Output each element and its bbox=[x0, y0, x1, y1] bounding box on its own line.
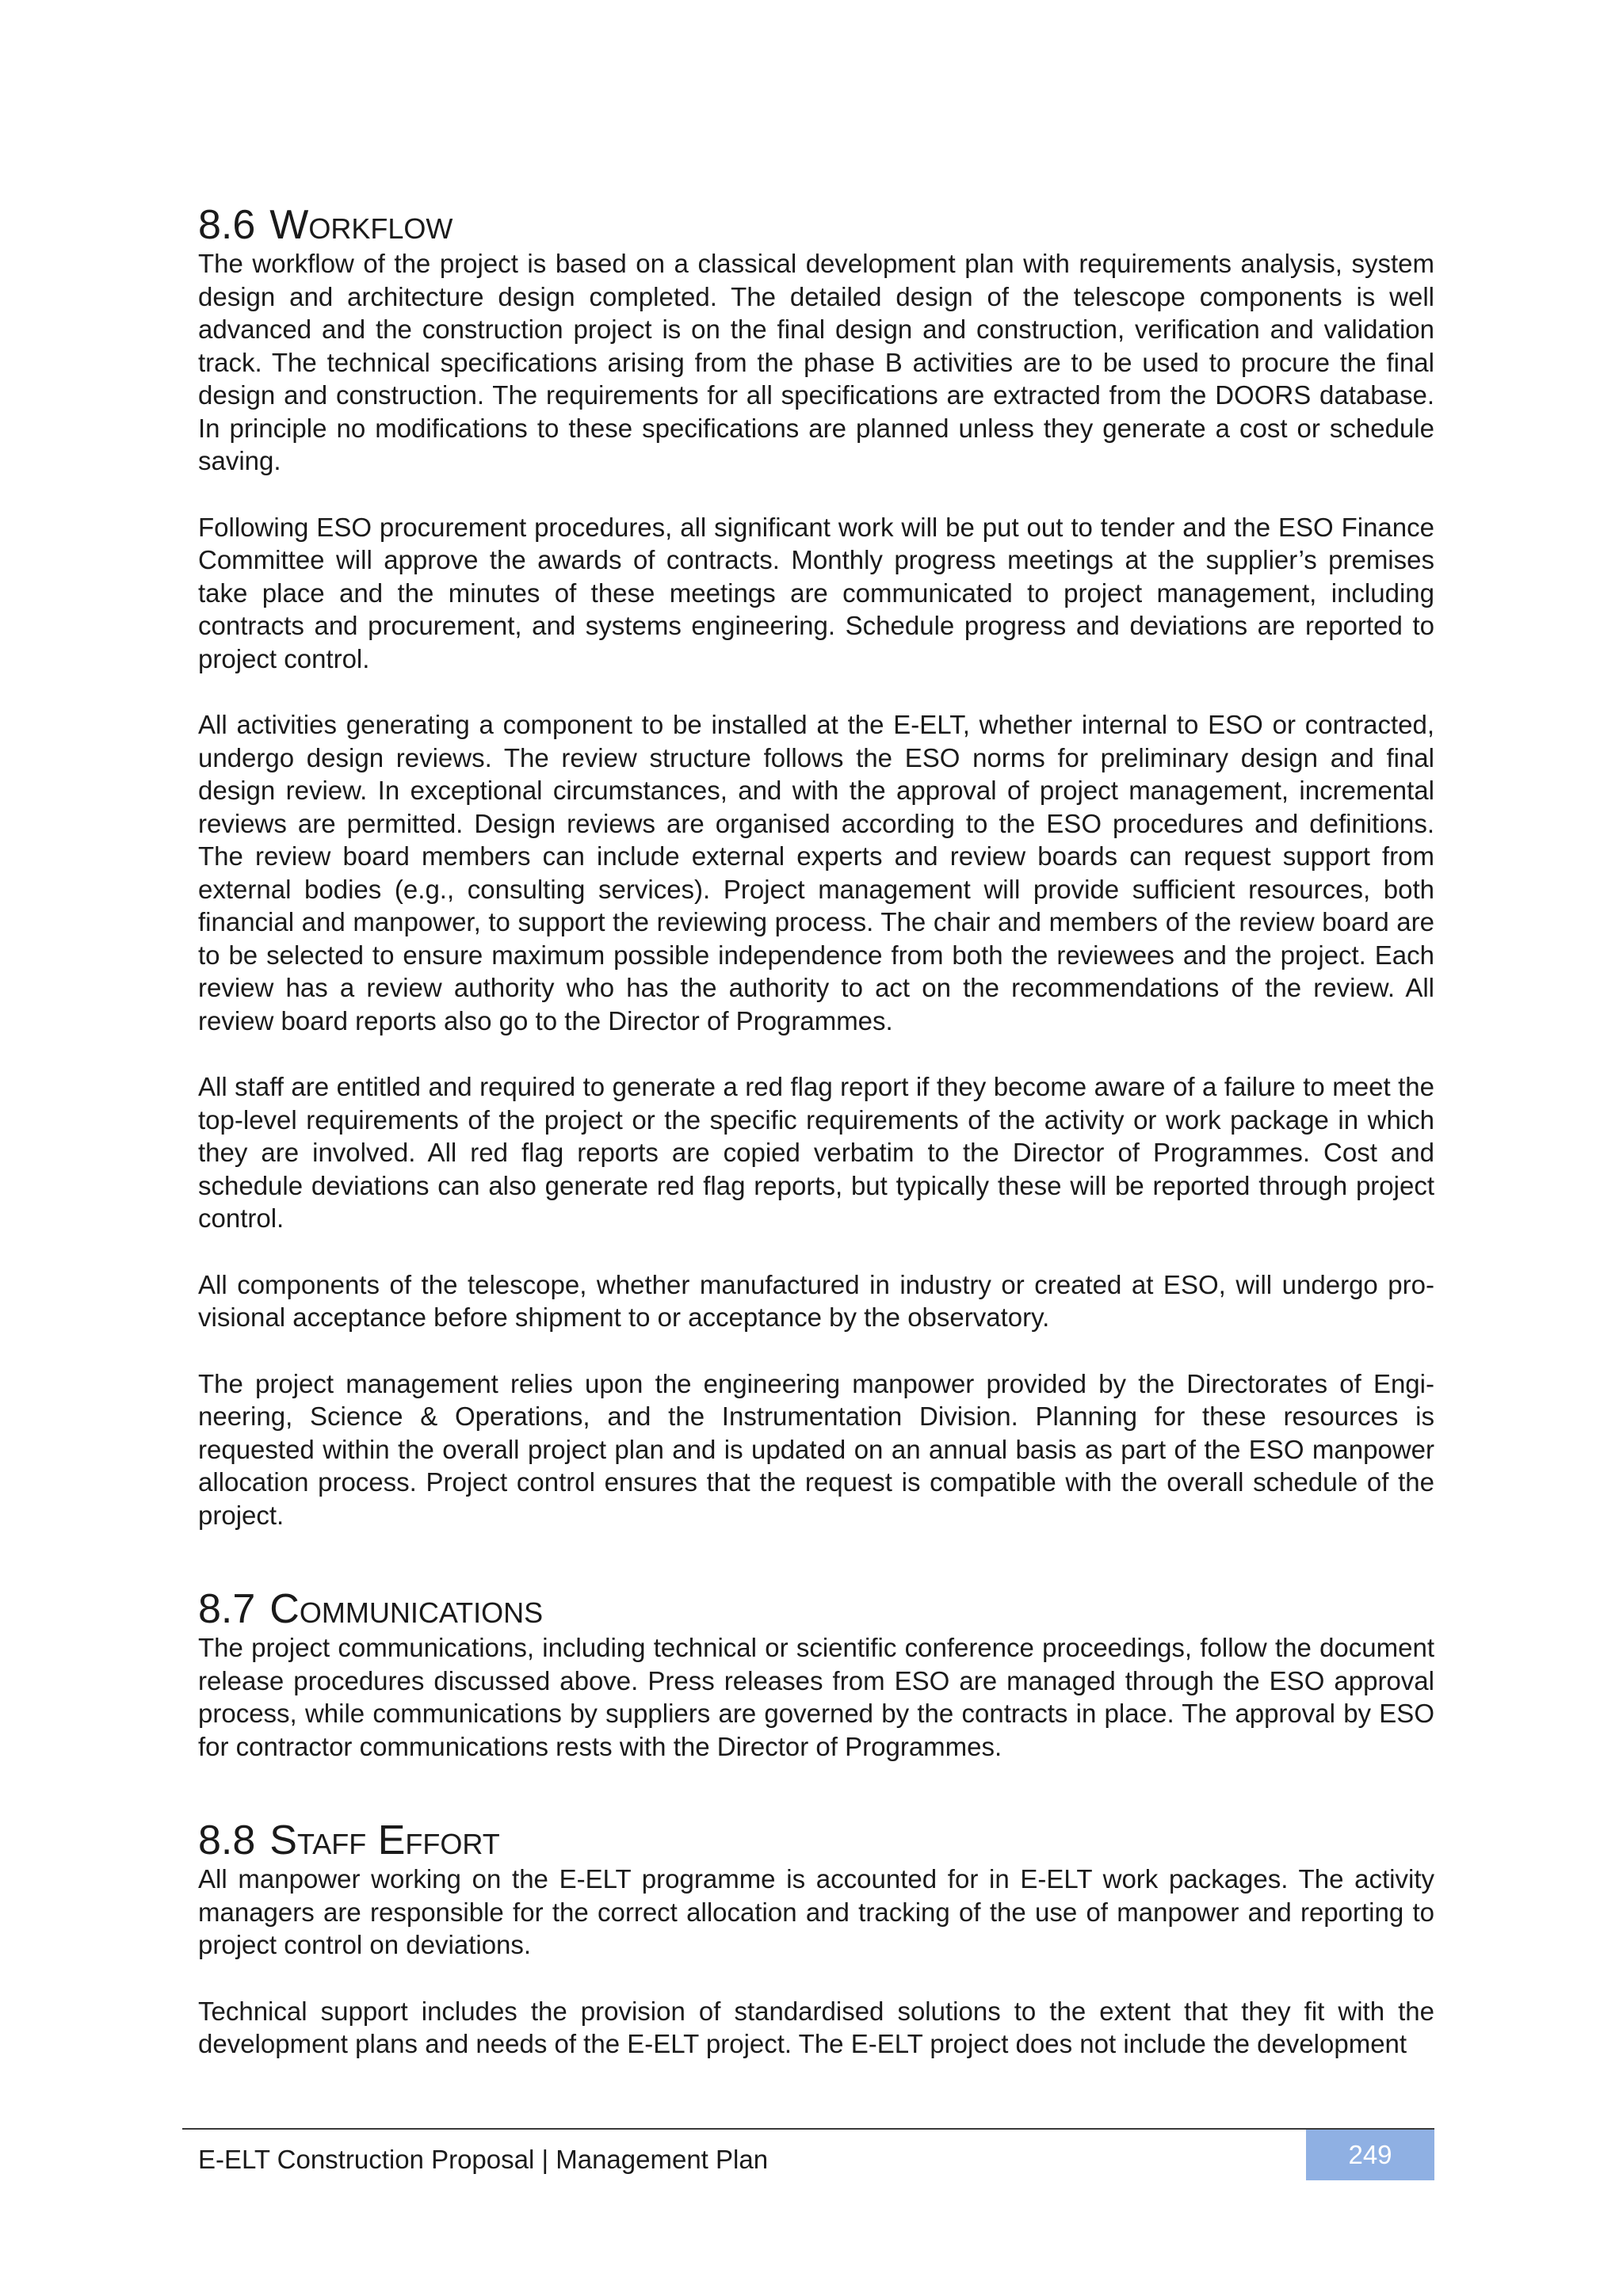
section-number: 8.7 bbox=[198, 1586, 256, 1632]
section-heading-communications bbox=[198, 1586, 1434, 1632]
section-number: 8.6 bbox=[198, 202, 256, 248]
paragraph: The project management relies upon the engineering manpower provided by the Directorates of Engineering, Science & Operations, and the Instrumentation Division. Planning for these resources is requested within the overall project plan and is updated on an annual basis as part of the ESO manpower allocation process. Project control ensures that the request is compatible with the overall schedule of the project. bbox=[198, 1368, 1434, 1530]
section-staff-effort bbox=[198, 1817, 1434, 2061]
paragraph: All components of the telescope, whether manufactured in industry or created at ESO, will undergo provisional acceptance before shipment to or acceptance by the observatory. bbox=[198, 1269, 1434, 1332]
footer-document-title: E-ELT Construction Proposal | Management Plan bbox=[198, 2145, 769, 2174]
paragraph: All manpower working on the E-ELT programme is accounted for in E-ELT work packages. The activity managers are responsible for the correct allocation and tracking of the use of manpower and reporting to project control on deviations. bbox=[198, 1864, 1434, 1959]
section-number: 8.8 bbox=[198, 1817, 256, 1863]
section-heading-workflow bbox=[198, 204, 1434, 247]
page-number: 249 bbox=[1306, 2130, 1434, 2180]
paragraph: All activities generating a component to be installed at the E-ELT, whether internal to ESO or contracted, undergo design reviews. The review structure follows the ESO norms for preliminary design and final design review. In exceptional circumstances, and with the approval of project management, incremental reviews are permitted. Design reviews are organised according to the ESO procedures and definitions. The review board members can include external experts and review boards can request support from external bodies (e.g., consulting services). Project management will provide sufficient resources, both financial and manpower, to support the reviewing process. The chair and members of the review board are to be selected to ensure maximum possible independence from both the reviewees and the project. Each review has a review authority who has the authority to act on the recommendations of the review. All review board reports also go to the Director of Programmes. bbox=[198, 710, 1434, 1035]
section-communications bbox=[198, 1586, 1434, 1763]
section-workflow bbox=[198, 204, 1434, 1531]
paragraph: The project communications, including technical or scientific conference proceedings, follow the document release procedures discussed above. Press releases from ESO are managed through the ESO approval process, while communications by suppliers are governed by the contracts in place. The approval by ESO for contractor communications rests with the Director of Programmes. bbox=[198, 1633, 1434, 1761]
paragraph: Technical support includes the provision of standardised solutions to the extent that they fit with the development plans and needs of the E-ELT project. The E-ELT project does not include the development bbox=[198, 1996, 1434, 2058]
footer-divider bbox=[182, 2128, 1434, 2130]
section-title: Staff Effort bbox=[269, 1817, 500, 1863]
paragraph: Following ESO procurement procedures, all significant work will be put out to tender and the ESO Finance Committee will approve the awards of contracts. Monthly progress meetings at the supplier’s premises take place and the minutes of these meetings are communicated to project management, including contracts and procurement, and systems engineering. Schedule progress and deviations are reported to project control. bbox=[198, 512, 1434, 673]
section-heading-staff-effort bbox=[198, 1817, 1434, 1863]
paragraph: The workflow of the project is based on a classical development plan with requirements analysis, system design and architecture design completed. The detailed design of the telescope components is well advanced and the construction project is on the final design and construction, verification and validation track. The technical specifications arising from the phase B activities are to be used to procure the final design and construction. The requirements for all specifications are extracted from the DOORS database. In principle no modifications to these specifications are planned unless they generate a cost or schedule saving. bbox=[198, 249, 1434, 475]
document-page bbox=[198, 204, 1434, 2061]
paragraph: All staff are entitled and required to generate a red flag report if they become aware of a failure to meet the top-level requirements of the project or the specific requirements of the activity or work package in which they are involved. All red flag reports are copied verbatim to the Director of Programmes. Cost and schedule deviations can also generate red flag reports, but typically these will be reported through project control. bbox=[198, 1072, 1434, 1233]
page-footer bbox=[182, 2128, 1434, 2180]
section-title: Workflow bbox=[269, 202, 453, 248]
section-title: Communications bbox=[269, 1586, 544, 1632]
